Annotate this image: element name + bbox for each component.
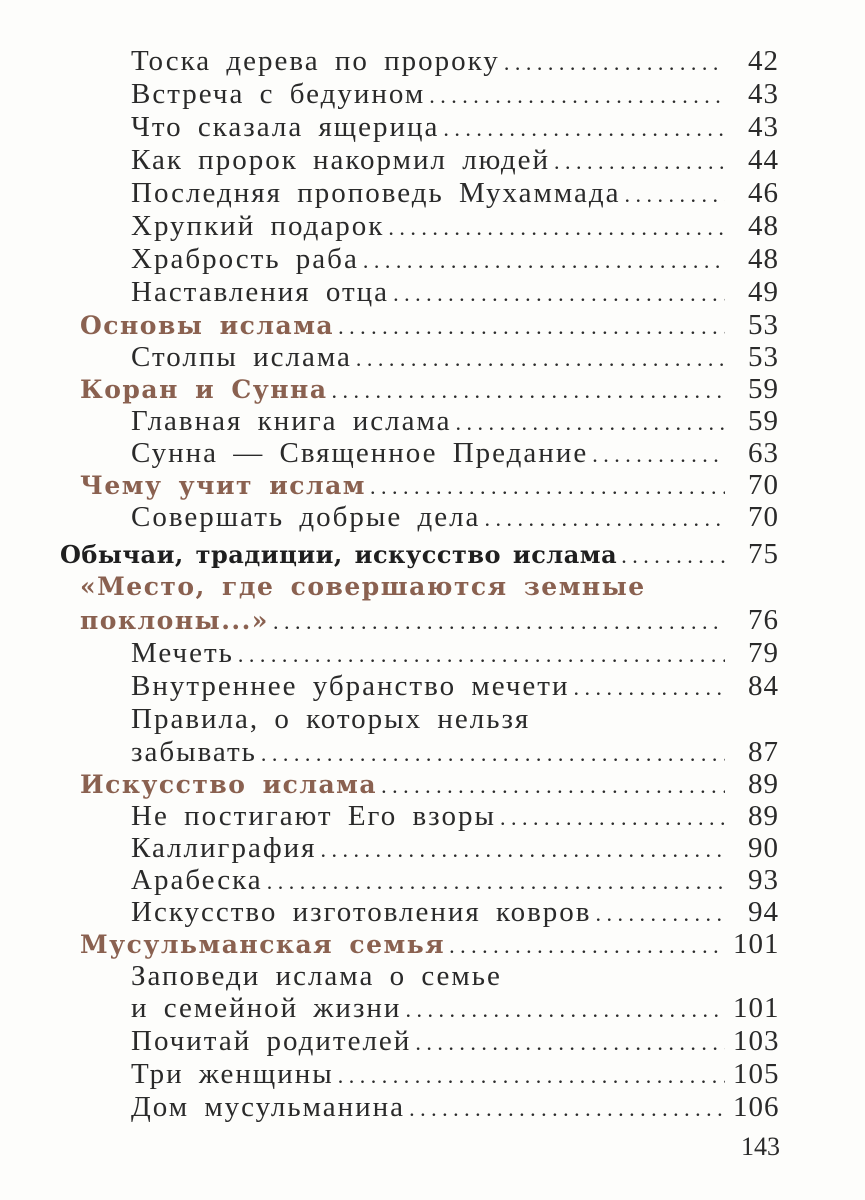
toc-entry[interactable] bbox=[131, 242, 779, 276]
toc-entry[interactable] bbox=[131, 209, 779, 243]
toc-entry-title-line1[interactable]: Правила, о которых нельзя bbox=[131, 703, 531, 735]
toc-entry-title: Столпы ислама bbox=[131, 341, 352, 373]
toc-entry-page: 53 bbox=[748, 309, 779, 341]
toc-entry-page: 101 bbox=[733, 992, 780, 1024]
toc-entry[interactable] bbox=[131, 636, 779, 670]
toc-entry-page: 43 bbox=[748, 111, 779, 143]
dot-leader bbox=[456, 404, 725, 440]
toc-entry[interactable] bbox=[131, 340, 779, 374]
toc-entry[interactable] bbox=[131, 77, 779, 111]
toc-entry-page: 89 bbox=[748, 800, 779, 832]
toc-entry-page: 46 bbox=[748, 177, 779, 209]
dot-leader bbox=[370, 468, 725, 504]
dot-leader bbox=[267, 863, 725, 899]
dot-leader bbox=[338, 1057, 725, 1093]
toc-entry-page: 76 bbox=[748, 604, 779, 636]
toc-entry-page: 103 bbox=[733, 1025, 780, 1057]
toc-section-heading[interactable] bbox=[80, 468, 779, 502]
toc-entry-page: 59 bbox=[748, 405, 779, 437]
toc-entry-page: 48 bbox=[748, 243, 779, 275]
dot-leader bbox=[429, 77, 725, 113]
toc-entry[interactable] bbox=[131, 143, 779, 177]
toc-entry-title: Главная книга ислама bbox=[131, 405, 452, 437]
toc-entry-page: 87 bbox=[748, 736, 779, 768]
toc-entry-page: 101 bbox=[733, 928, 780, 960]
page-number: 143 bbox=[741, 1132, 780, 1161]
toc-entry-page: 63 bbox=[748, 437, 779, 469]
toc-entry-title: Обычаи, традиции, искусство ислама bbox=[60, 540, 618, 569]
toc-entry-title: Храбрость раба bbox=[131, 243, 359, 275]
toc-entry[interactable] bbox=[131, 735, 779, 769]
toc-entry-title: Дом мусульманина bbox=[131, 1091, 406, 1123]
dot-leader bbox=[504, 44, 725, 80]
dot-leader bbox=[592, 436, 725, 472]
dot-leader bbox=[415, 1024, 725, 1060]
toc-entry[interactable] bbox=[131, 275, 779, 309]
dot-leader bbox=[405, 991, 725, 1027]
toc-entry-title: Совершать добрые дела bbox=[131, 501, 481, 533]
toc-entry[interactable] bbox=[131, 991, 779, 1025]
dot-leader bbox=[388, 209, 725, 245]
toc-entry-title: Каллиграфия bbox=[131, 832, 317, 864]
dot-leader bbox=[261, 735, 725, 771]
dot-leader bbox=[621, 537, 725, 573]
toc-section-heading[interactable] bbox=[80, 308, 779, 342]
dot-leader bbox=[443, 110, 725, 146]
toc-entry-page: 79 bbox=[748, 637, 779, 669]
toc-entry[interactable] bbox=[131, 863, 779, 897]
toc-section-heading[interactable] bbox=[80, 372, 779, 406]
dot-leader bbox=[393, 275, 725, 311]
toc-entry-page: 90 bbox=[748, 832, 779, 864]
toc-entry-page: 75 bbox=[748, 538, 779, 570]
toc-entry-title: Три женщины bbox=[131, 1058, 334, 1090]
toc-entry[interactable] bbox=[131, 436, 779, 470]
dot-leader bbox=[574, 669, 726, 705]
dot-leader bbox=[625, 176, 725, 212]
toc-entry-title: Арабеска bbox=[131, 864, 263, 896]
toc-entry-title: Мечеть bbox=[131, 637, 234, 669]
dot-leader bbox=[449, 927, 725, 963]
toc-entry[interactable] bbox=[131, 44, 779, 78]
toc-entry[interactable] bbox=[131, 176, 779, 210]
dot-leader bbox=[338, 308, 725, 344]
toc-entry-page: 42 bbox=[748, 45, 779, 77]
dot-leader bbox=[381, 767, 725, 803]
toc-entry[interactable] bbox=[131, 1090, 779, 1124]
toc-entry-title: Тоска дерева по пророку bbox=[131, 45, 500, 77]
toc-entry-title: Мусульманская семья bbox=[80, 930, 446, 959]
dot-leader bbox=[500, 799, 725, 835]
toc-entry-title: Наставления отца bbox=[131, 276, 390, 308]
toc-entry-title: поклоны...» bbox=[80, 606, 269, 635]
toc-entry[interactable] bbox=[131, 110, 779, 144]
toc-entry-title: Искусство изготовления ковров bbox=[131, 896, 592, 928]
toc-section-heading-line1[interactable]: «Место, где совершаются земные bbox=[80, 572, 646, 601]
dot-leader bbox=[320, 831, 725, 867]
toc-entry-title: Сунна — Священное Предание bbox=[131, 437, 589, 469]
toc-entry-title: забывать bbox=[131, 736, 257, 768]
dot-leader bbox=[484, 500, 725, 536]
dot-leader bbox=[596, 895, 726, 931]
toc-entry-title: Основы ислама bbox=[80, 311, 335, 340]
toc-entry-title: Чему учит ислам bbox=[80, 471, 367, 500]
dot-leader bbox=[238, 636, 725, 672]
dot-leader bbox=[409, 1090, 725, 1126]
toc-entry[interactable] bbox=[131, 1057, 779, 1091]
toc-section-heading[interactable] bbox=[80, 603, 779, 637]
toc-section-heading[interactable] bbox=[80, 927, 779, 961]
toc-entry-page: 70 bbox=[748, 469, 779, 501]
toc-entry-page: 43 bbox=[748, 78, 779, 110]
toc-entry-page: 89 bbox=[748, 768, 779, 800]
toc-entry-page: 49 bbox=[748, 276, 779, 308]
toc-entry-page: 106 bbox=[733, 1091, 780, 1123]
toc-entry-page: 48 bbox=[748, 210, 779, 242]
toc-entry-title: Хрупкий подарок bbox=[131, 210, 385, 242]
toc-entry-title: Внутреннее убранство мечети bbox=[131, 670, 570, 702]
toc-entry-page: 53 bbox=[748, 341, 779, 373]
dot-leader bbox=[332, 372, 725, 408]
toc-entry-page: 44 bbox=[748, 144, 779, 176]
toc-entry-page: 59 bbox=[748, 373, 779, 405]
toc-entry-title: Последняя проповедь Мухаммада bbox=[131, 177, 621, 209]
toc-entry-title: Встреча с бедуином bbox=[131, 78, 426, 110]
toc-entry-title: Искусство ислама bbox=[80, 770, 378, 799]
toc-entry[interactable] bbox=[131, 1024, 779, 1058]
toc-entry-title-line1[interactable]: Заповеди ислама о семье bbox=[131, 960, 502, 992]
toc-entry-title: и семейной жизни bbox=[131, 992, 402, 1024]
toc-entry-title: Почитай родителей bbox=[131, 1025, 412, 1057]
toc-entry[interactable] bbox=[131, 500, 779, 534]
toc-entry[interactable] bbox=[131, 831, 779, 865]
toc-entry-page: 70 bbox=[748, 501, 779, 533]
dot-leader bbox=[554, 143, 725, 179]
toc-entry-page: 93 bbox=[748, 864, 779, 896]
toc-entry[interactable] bbox=[131, 895, 779, 929]
dot-leader bbox=[363, 242, 725, 278]
toc-entry-page: 84 bbox=[748, 670, 779, 702]
toc-section-heading[interactable] bbox=[80, 767, 779, 801]
dot-leader bbox=[273, 603, 725, 639]
toc-entry[interactable] bbox=[131, 799, 779, 833]
toc-chapter-heading[interactable] bbox=[60, 537, 779, 571]
toc-entry-title: Не постигают Его взоры bbox=[131, 800, 496, 832]
toc-entry-page: 105 bbox=[733, 1058, 780, 1090]
toc-entry[interactable] bbox=[131, 669, 779, 703]
toc-entry-title: Что сказала ящерица bbox=[131, 111, 440, 143]
toc-entry-title: Как пророк накормил людей bbox=[131, 144, 551, 176]
toc-entry-page: 94 bbox=[748, 896, 779, 928]
toc-entry[interactable] bbox=[131, 404, 779, 438]
toc-entry-title: Коран и Сунна bbox=[80, 375, 328, 404]
dot-leader bbox=[356, 340, 725, 376]
